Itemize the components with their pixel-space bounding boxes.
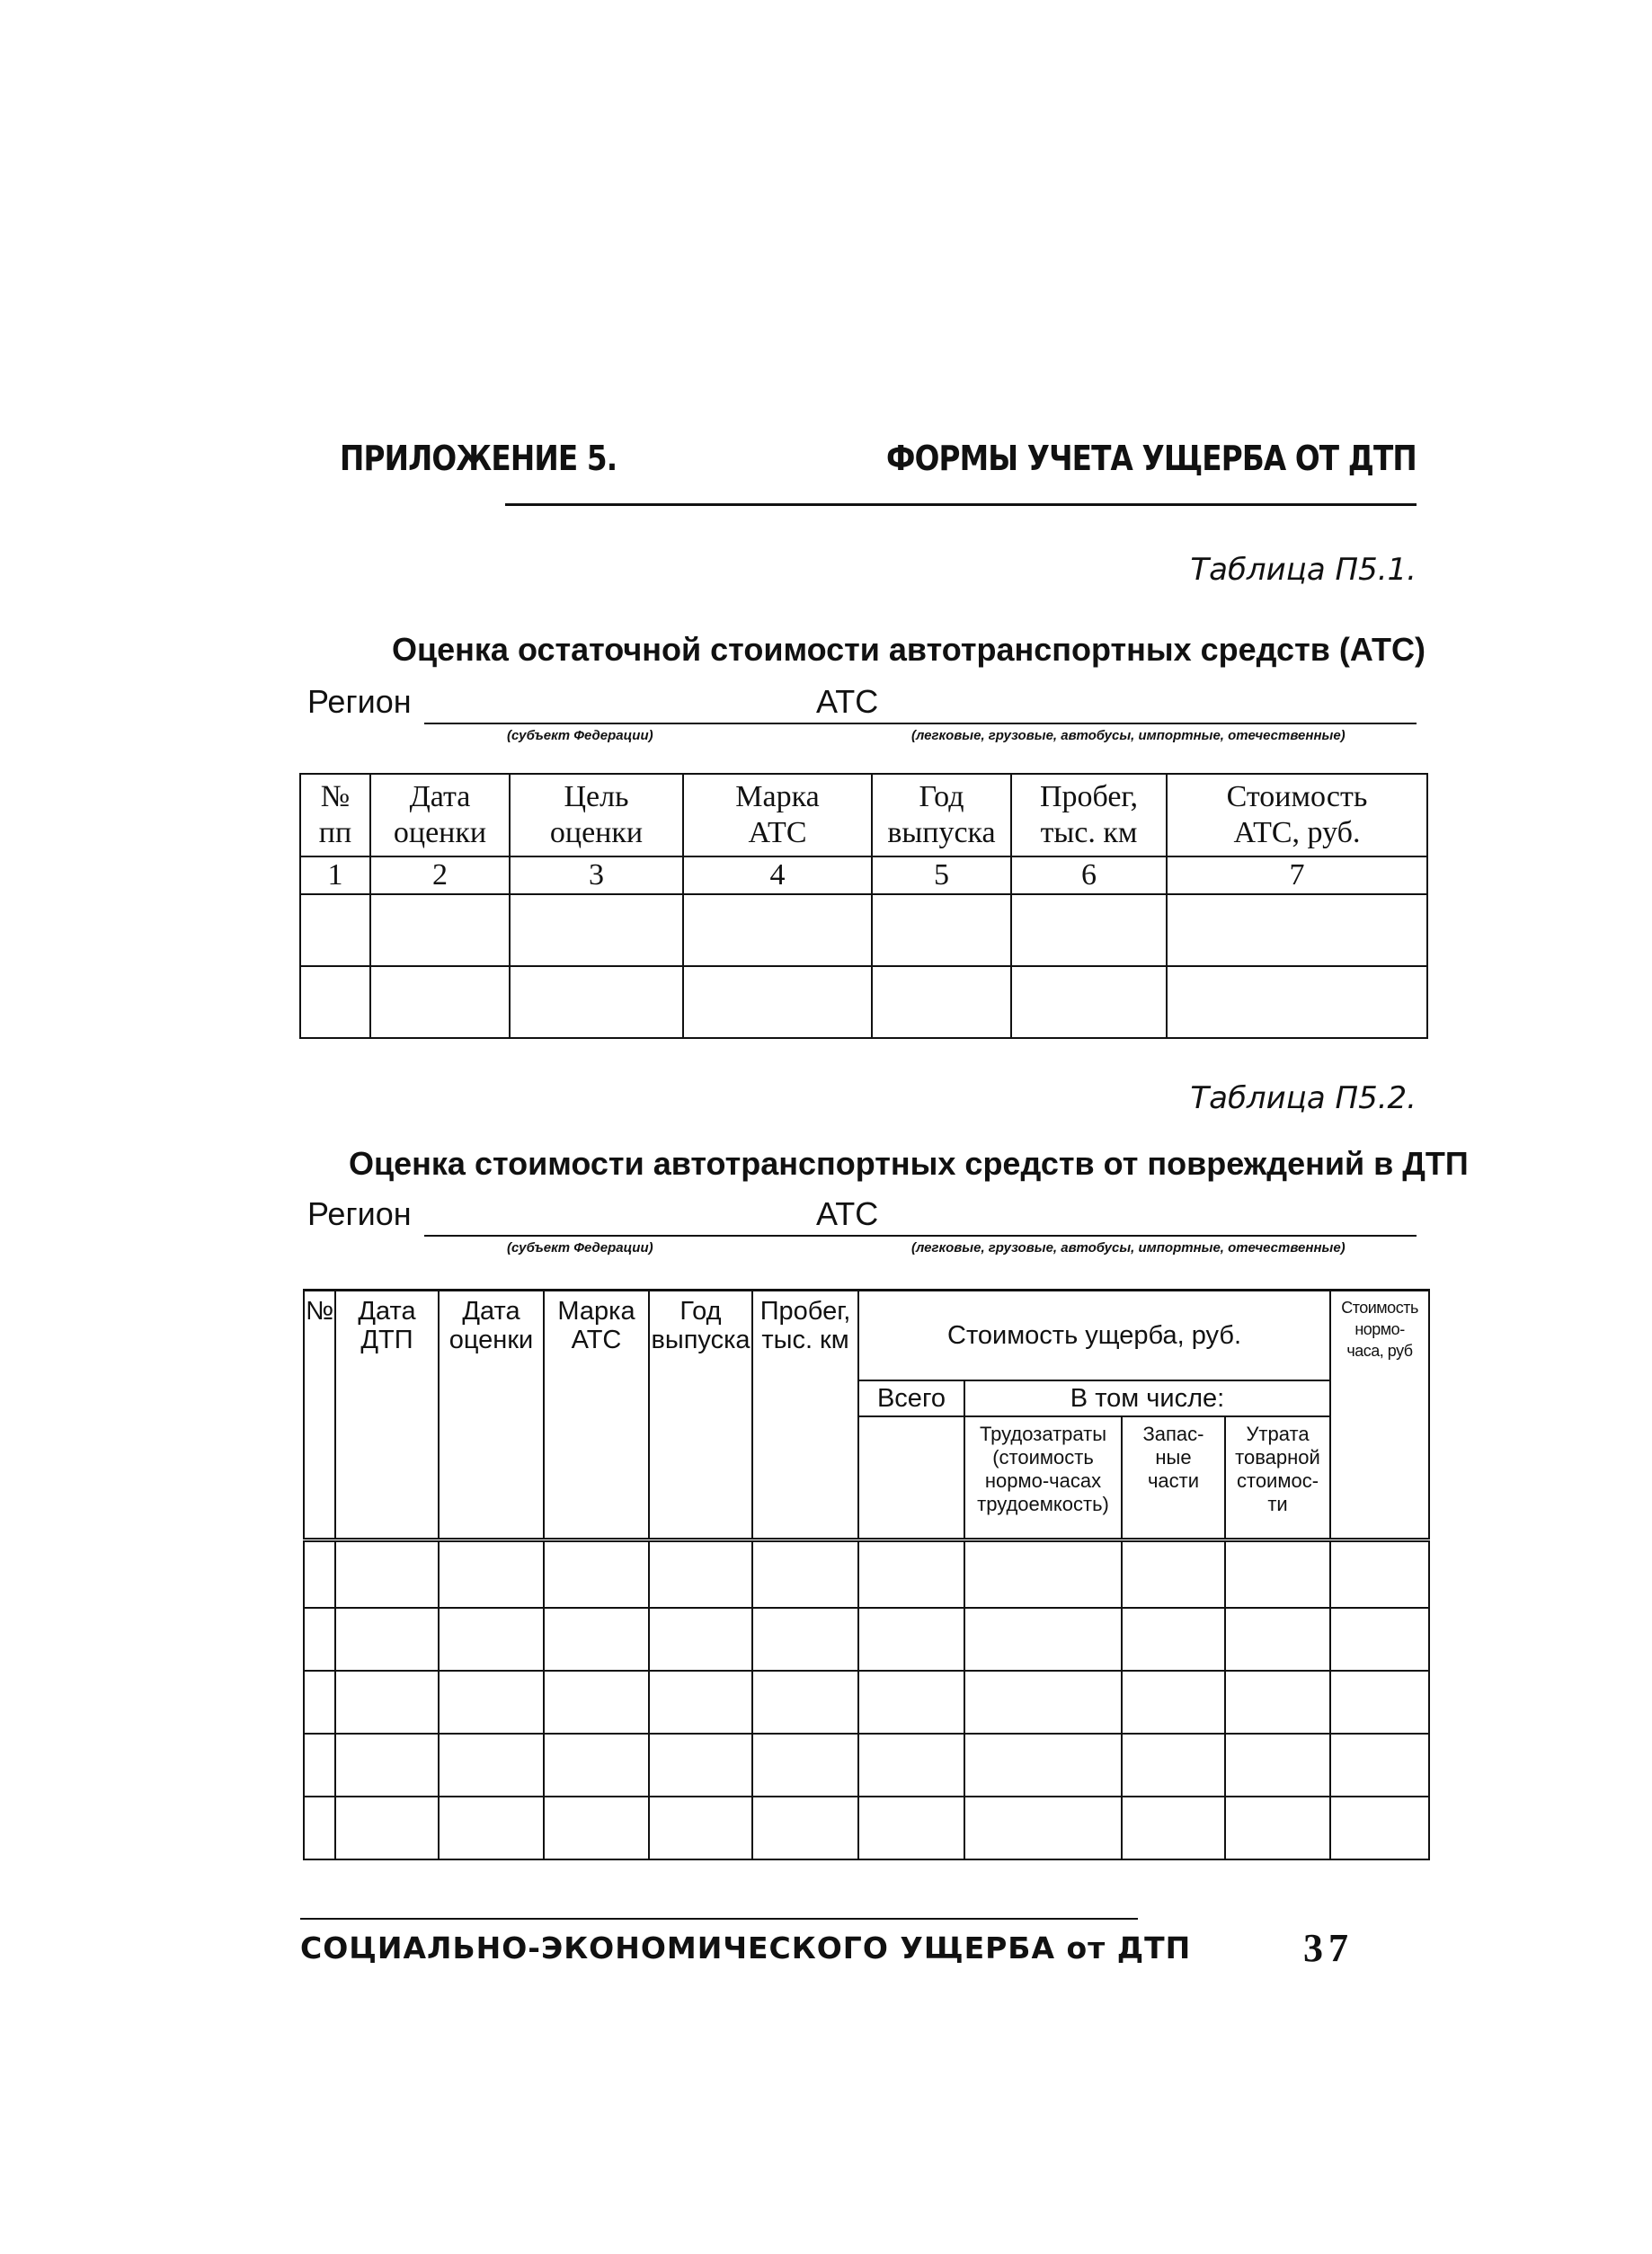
table1-fields [307,683,1417,764]
footer-rule [300,1918,1138,1920]
table1-header-cell: Год выпуска [872,774,1011,856]
table-cell[interactable] [752,1608,858,1671]
header-rule [505,503,1417,506]
table-cell[interactable] [649,1734,752,1797]
table-cell[interactable] [300,894,370,966]
table-cell[interactable] [858,1797,964,1859]
table-cell[interactable] [872,966,1011,1038]
column-number: 2 [370,856,510,894]
region-label: Регион [307,683,412,720]
column-number: 1 [300,856,370,894]
table1-header-cell: Дата оценки [370,774,510,856]
table-cell[interactable] [304,1540,335,1608]
table-row [304,1797,1429,1859]
ats-hint: (легковые, грузовые, автобусы, импортные, отечественные) [911,728,1346,743]
table-cell[interactable] [858,1671,964,1734]
table-row [304,1734,1429,1797]
table-cell[interactable] [1330,1608,1429,1671]
table-cell[interactable] [1167,966,1427,1038]
column-number: 6 [1011,856,1167,894]
table-cell[interactable] [1330,1734,1429,1797]
table-cell[interactable] [1225,1797,1330,1859]
table-cell[interactable] [683,894,872,966]
table-cell[interactable] [964,1608,1122,1671]
table-cell[interactable] [1330,1540,1429,1608]
table-cell[interactable] [370,894,510,966]
running-header-left: ПРИЛОЖЕНИЕ 5. [340,439,617,478]
table-cell[interactable] [544,1734,649,1797]
ats-label: АТС [816,683,879,720]
table-cell[interactable] [752,1671,858,1734]
spare-parts-header: Запас- ные части [1122,1416,1225,1540]
table-cell[interactable] [649,1540,752,1608]
norm-hour-cost-header: Стоимость нормо- часа, руб [1330,1291,1429,1540]
table-cell[interactable] [964,1797,1122,1859]
table-cell[interactable] [510,966,683,1038]
total-empty-cell [858,1416,964,1540]
column-number: 7 [1167,856,1427,894]
value-loss-header: Утрата товарной стоимос- ти [1225,1416,1330,1540]
table-cell[interactable] [1330,1797,1429,1859]
table-cell[interactable] [1167,894,1427,966]
table-cell[interactable] [510,894,683,966]
table-cell[interactable] [544,1797,649,1859]
table1-header-cell: Пробег, тыс. км [1011,774,1167,856]
running-header-right: ФОРМЫ УЧЕТА УЩЕРБА ОТ ДТП [886,439,1417,478]
table2-header-cell: Дата оценки [439,1291,544,1540]
table-cell[interactable] [335,1734,439,1797]
table-cell[interactable] [1122,1671,1225,1734]
table2-caption: Таблица П5.2. [1190,1080,1417,1116]
table-row [304,1608,1429,1671]
table2 [303,1289,1430,1860]
ats-hint: (легковые, грузовые, автобусы, импортные, отечественные) [911,1240,1346,1256]
table-cell[interactable] [439,1540,544,1608]
table-cell[interactable] [544,1608,649,1671]
table-cell[interactable] [439,1671,544,1734]
table-cell[interactable] [304,1734,335,1797]
table2-header-cell: Дата ДТП [335,1291,439,1540]
region-label: Регион [307,1195,412,1232]
table-cell[interactable] [858,1608,964,1671]
ats-input-line[interactable] [893,1235,1417,1237]
table-row [300,894,1427,966]
table-cell[interactable] [858,1734,964,1797]
table-cell[interactable] [649,1797,752,1859]
table1-caption: Таблица П5.1. [1190,552,1417,588]
table-cell[interactable] [964,1734,1122,1797]
table-cell[interactable] [752,1797,858,1859]
table-cell[interactable] [1011,966,1167,1038]
table-cell[interactable] [335,1671,439,1734]
table1-number-row [300,856,1427,894]
table-cell[interactable] [335,1608,439,1671]
table-cell[interactable] [964,1671,1122,1734]
table-cell[interactable] [304,1797,335,1859]
table-cell[interactable] [439,1734,544,1797]
column-number: 5 [872,856,1011,894]
table-cell[interactable] [335,1540,439,1608]
table2-fields [307,1195,1417,1276]
table1-title: Оценка остаточной стоимости автотранспортных средств (АТС) [392,631,1426,668]
table-cell[interactable] [1122,1608,1225,1671]
table-cell[interactable] [1225,1540,1330,1608]
ats-input-line[interactable] [893,723,1417,724]
region-hint: (субъект Федерации) [507,728,653,743]
table-cell[interactable] [1011,894,1167,966]
table-cell[interactable] [1225,1608,1330,1671]
table1-header-cell: Марка АТС [683,774,872,856]
table-cell[interactable] [304,1608,335,1671]
table-cell[interactable] [439,1608,544,1671]
table-cell[interactable] [1122,1797,1225,1859]
page-number: 37 [1303,1926,1354,1970]
table1-header-cell: Цель оценки [510,774,683,856]
damage-cost-header: Стоимость ущерба, руб. [858,1291,1330,1380]
table-cell[interactable] [1122,1540,1225,1608]
table-cell[interactable] [544,1540,649,1608]
table-cell[interactable] [304,1671,335,1734]
table-cell[interactable] [1330,1671,1429,1734]
table2-header-cell: № [304,1291,335,1540]
table-cell[interactable] [300,966,370,1038]
labor-cost-header: Трудозатраты (стоимость нормо-часах трудоемкость) [964,1416,1122,1540]
table2-title: Оценка стоимости автотранспортных средств от повреждений в ДТП [349,1145,1469,1182]
table2-header-cell: Год выпуска [649,1291,752,1540]
table2-header-row [304,1291,1429,1380]
table-cell[interactable] [370,966,510,1038]
table-cell[interactable] [544,1671,649,1734]
table1-header-cell: Стоимость АТС, руб. [1167,774,1427,856]
table-cell[interactable] [872,894,1011,966]
table-cell[interactable] [964,1540,1122,1608]
table-cell[interactable] [649,1671,752,1734]
table1 [299,773,1428,1039]
table-cell[interactable] [858,1540,964,1608]
table-cell[interactable] [752,1540,858,1608]
table-cell[interactable] [752,1734,858,1797]
table2-header-cell: Пробег, тыс. км [752,1291,858,1540]
column-number: 4 [683,856,872,894]
table-cell[interactable] [335,1797,439,1859]
running-footer: СОЦИАЛЬНО-ЭКОНОМИЧЕСКОГО УЩЕРБА от ДТП [300,1930,1192,1966]
table-cell[interactable] [1225,1734,1330,1797]
table-cell[interactable] [1225,1671,1330,1734]
table2-header-cell: Марка АТС [544,1291,649,1540]
table-row [304,1671,1429,1734]
table-row [304,1540,1429,1608]
table-cell[interactable] [1122,1734,1225,1797]
table-row [300,966,1427,1038]
table-cell[interactable] [439,1797,544,1859]
region-hint: (субъект Федерации) [507,1240,653,1256]
total-header: Всего [858,1380,964,1416]
table1-header-row [300,774,1427,856]
column-number: 3 [510,856,683,894]
ats-label: АТС [816,1195,879,1232]
table1-header-cell: № пп [300,774,370,856]
table-cell[interactable] [649,1608,752,1671]
including-header: В том числе: [964,1380,1330,1416]
table-cell[interactable] [683,966,872,1038]
